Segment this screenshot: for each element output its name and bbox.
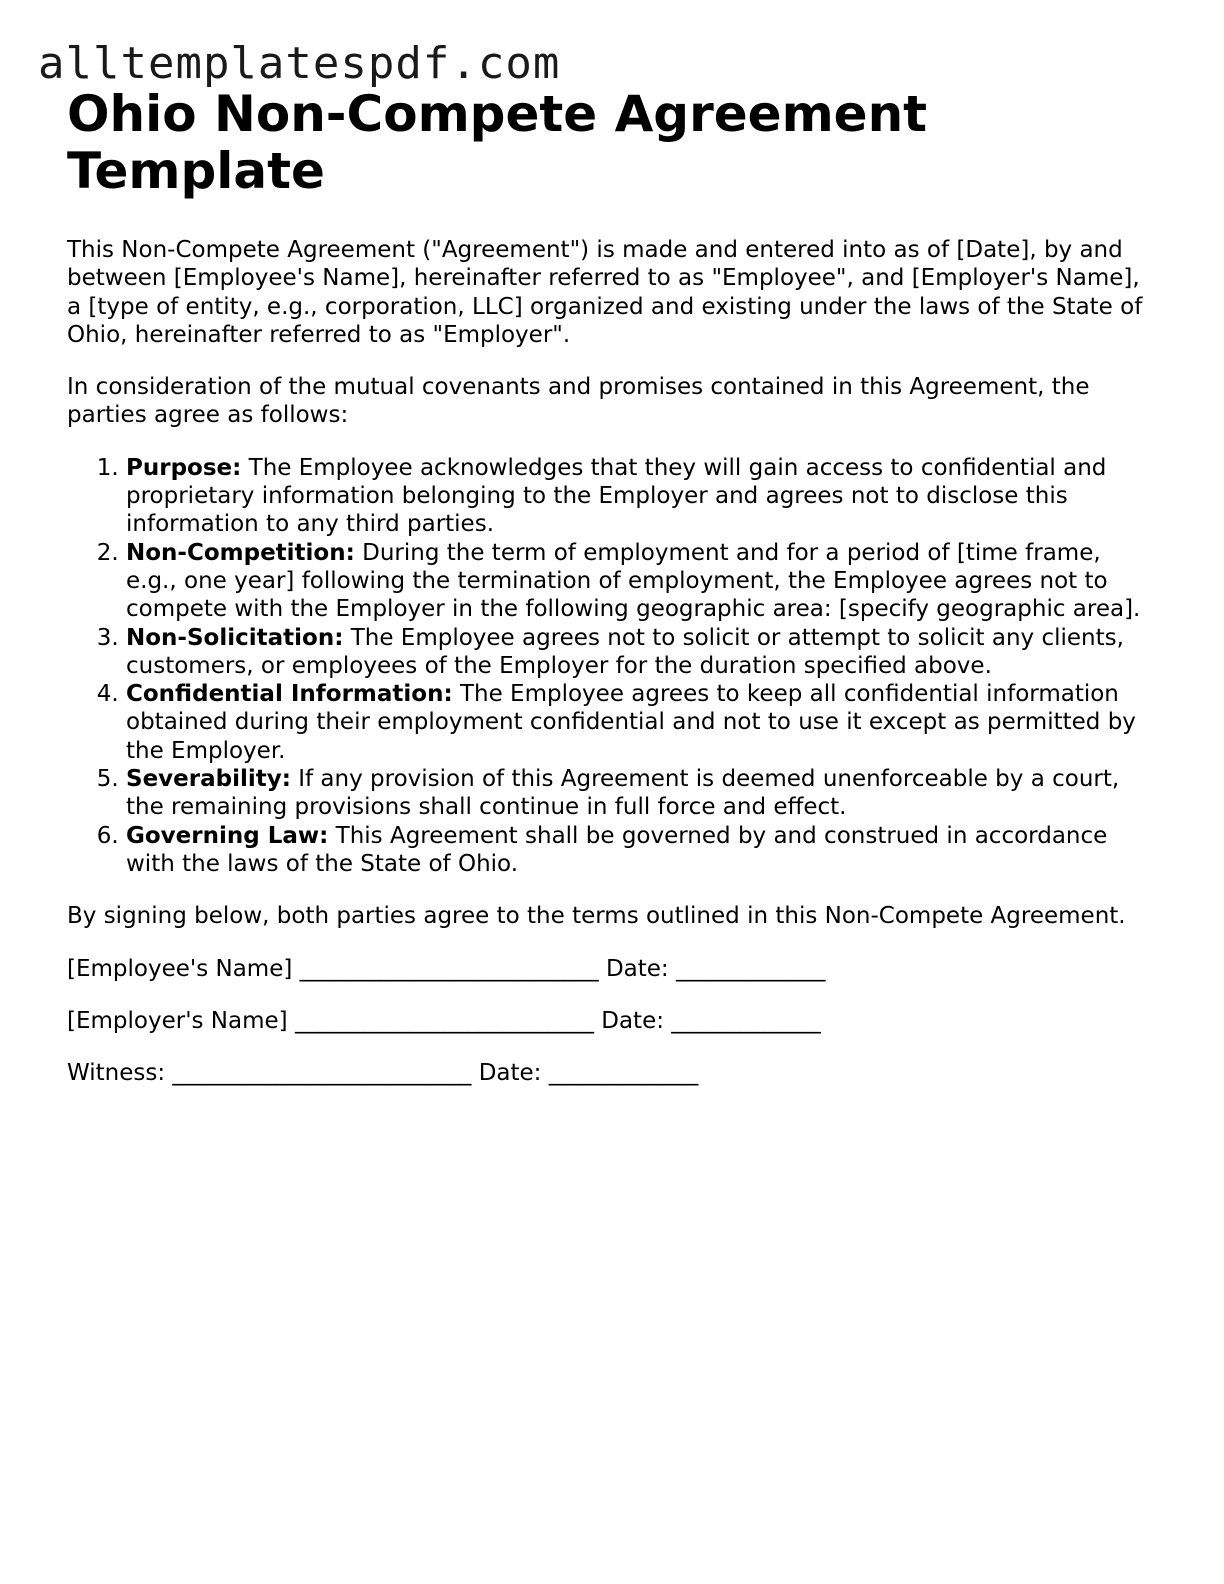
clause-item-non-competition [126, 539, 1147, 624]
consideration-paragraph: In consideration of the mutual covenants and promises contained in this Agreement, the parties agree as follows: [67, 374, 1090, 429]
closing-paragraph: By signing below, both parties agree to the terms outlined in this Non-Compete Agreement. [67, 903, 1126, 930]
clause-text: If any provision of this Agreement is deemed unenforceable by a court, the remaining provisions shall continue in full force and effect. [126, 766, 1120, 821]
clause-heading: Non-Competition: [126, 539, 355, 566]
clause-text: During the term of employment and for a period of [time frame, e.g., one year] following the termination of employment, the Employee agrees not to compete with the Employer in the following geographic area: [specify geographic area]. [126, 539, 1141, 623]
clause-text: The Employee agrees not to solicit or attempt to solicit any clients, customers, or employees of the Employer for the duration specified above. [126, 624, 1124, 679]
document-body [67, 86, 1147, 1087]
clause-list [67, 454, 1147, 878]
clause-item-purpose [126, 454, 1147, 539]
clause-text: The Employee agrees to keep all confidential information obtained during their employment confidential and not to use it except as permitted by the Employer. [126, 681, 1136, 764]
clause-text: The Employee acknowledges that they will gain access to confidential and proprietary information belonging to the Employer and agrees not to disclose this information to any third parties. [126, 454, 1107, 538]
clause-heading: Severability: [126, 766, 291, 793]
clause-item-governing-law [126, 822, 1147, 879]
clause-item-confidential-information [126, 680, 1147, 765]
clause-heading: Non-Solicitation: [126, 624, 344, 651]
watermark-text: alltemplatespdf.com [38, 38, 561, 89]
intro-paragraph: This Non-Compete Agreement ("Agreement") is made and entered into as of [Date], by and between [Employee's Name], hereinafter referred to as "Employee", and [Employer's Name], a [type of entity, e.g., corporation, LLC] organized and existing under the laws of the State of Ohio, hereinafter referred to as "Employer". [67, 237, 1143, 348]
clause-heading: Governing Law: [126, 822, 329, 849]
document-title: Ohio Non-Compete Agreement Template [67, 85, 928, 200]
clause-item-severability [126, 765, 1147, 822]
clause-heading: Confidential Information: [126, 681, 453, 708]
clause-text: This Agreement shall be governed by and construed in accordance with the laws of the State of Ohio. [126, 822, 1108, 877]
clause-heading: Purpose: [126, 454, 242, 481]
employee-signature-line[interactable]: [Employee's Name] __________________________ Date: _____________ [67, 955, 826, 982]
employer-signature-line[interactable]: [Employer's Name] __________________________ Date: _____________ [67, 1007, 821, 1034]
witness-signature-line[interactable]: Witness: __________________________ Date: _____________ [67, 1060, 699, 1087]
clause-item-non-solicitation [126, 624, 1147, 681]
